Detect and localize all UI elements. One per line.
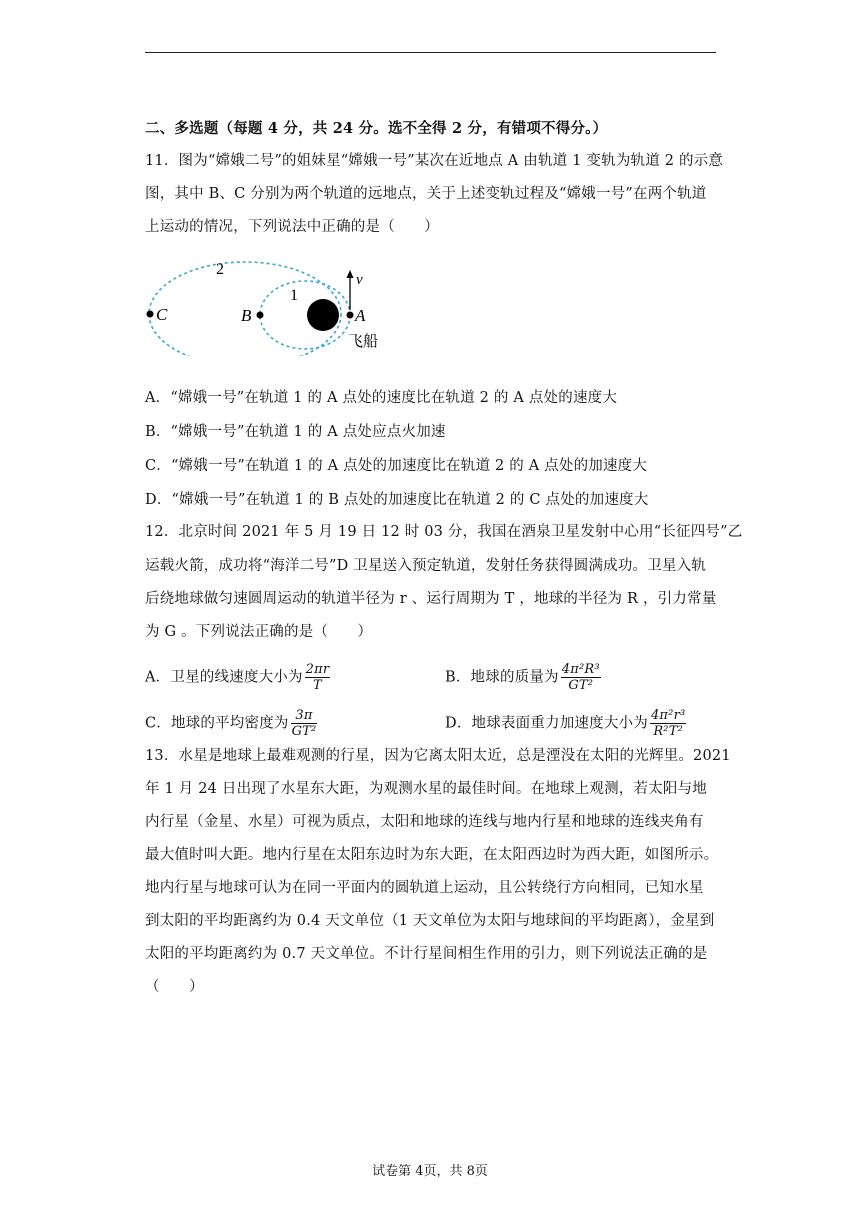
q11-option-d: D．“嫦娥一号”在轨道 1 的 B 点处的加速度比在轨道 2 的 C 点处的加速度大	[145, 492, 649, 508]
velocity-arrowhead	[347, 270, 354, 278]
q13-stem-line-8: （ ）	[145, 979, 204, 995]
q13-stem-line-2: 年 1 月 24 日出现了水星东大距，为观测水星的最佳时间。在地球上观测，若太阳与地	[145, 781, 708, 797]
q11-option-c: C．“嫦娥一号”在轨道 1 的 A 点处的加速度比在轨道 2 的 A 点处的加速度大	[145, 458, 648, 474]
q12-stem-line-1: 12．北京时间 2021 年 5 月 19 日 12 时 03 分，我国在酒泉卫星发射中心用“长征四号”乙	[145, 524, 743, 540]
q12-option-a-fraction	[305, 662, 331, 693]
fraction-numerator: 4π²R³	[561, 662, 600, 677]
q13-stem-line-1: 13．水星是地球上最难观测的行星，因为它离太阳太近，总是湮没在太阳的光辉里。2021	[145, 748, 731, 764]
q12-option-a-text: A．卫星的线速度大小为	[145, 669, 303, 686]
q13-stem-line-3: 内行星（金星、水星）可视为质点，太阳和地球的连线与地内行星和地球的连线夹角有	[145, 814, 704, 830]
fraction-denominator: GT²	[291, 724, 317, 739]
label-v: v	[356, 272, 363, 288]
label-c: C	[156, 305, 168, 324]
header-rule	[145, 52, 716, 53]
q12-option-d-text: D．地球表面重力加速度大小为	[445, 715, 648, 732]
q11-option-b: B．“嫦娥一号”在轨道 1 的 A 点处应点火加速	[145, 424, 446, 440]
q12-stem-line-4: 为 G 。下列说法正确的是（ ）	[145, 624, 373, 640]
q12-option-b	[445, 662, 603, 693]
label-orbit-1: 1	[290, 287, 298, 304]
fraction-numerator: 4π²r³	[650, 708, 686, 723]
point-a	[347, 312, 354, 319]
q11-stem-line-1: 11．图为“嫦娥二号”的姐妹星“嫦娥一号”某次在近地点 A 由轨道 1 变轨为轨道 2 的示意	[145, 153, 724, 169]
label-b: B	[241, 306, 252, 325]
orbit-diagram	[140, 256, 400, 356]
label-a: A	[355, 306, 366, 325]
earth	[307, 299, 339, 331]
q13-stem-line-6: 到太阳的平均距离约为 0.4 天文单位（1 天文单位为太阳与地球间的平均距离），金星到	[145, 913, 715, 929]
page-footer: 试卷第 4页，共 8页	[372, 1164, 488, 1179]
label-ship: 飞船	[348, 332, 379, 350]
q12-stem-line-3: 后绕地球做匀速圆周运动的轨道半径为 r 、运行周期为 T ，地球的半径为 R ，引力常量	[145, 591, 717, 607]
q12-option-d-fraction	[650, 708, 686, 739]
q12-stem-line-2: 运载火箭，成功将“海洋二号”D 卫星送入预定轨道，发射任务获得圆满成功。卫星入轨	[145, 558, 707, 574]
q12-option-c-fraction	[291, 708, 318, 739]
q11-stem-line-3: 上运动的情况，下列说法中正确的是（ ）	[145, 219, 439, 235]
q12-option-c	[145, 708, 319, 739]
q12-option-b-fraction	[561, 662, 601, 693]
fraction-denominator: T	[313, 678, 322, 693]
q12-option-a	[145, 662, 332, 693]
fraction-numerator: 3π	[291, 708, 318, 724]
point-b	[257, 312, 264, 319]
q11-option-a: A．“嫦娥一号”在轨道 1 的 A 点处的速度比在轨道 2 的 A 点处的速度大	[145, 390, 618, 406]
fraction-numerator: 2πr	[305, 662, 330, 677]
q12-option-b-text: B．地球的质量为	[445, 669, 559, 686]
fraction-denominator: R²T²	[653, 724, 683, 739]
q11-stem-line-2: 图，其中 B、C 分别为两个轨道的远地点，关于上述变轨过程及“嫦娥一号”在两个轨道	[145, 186, 707, 202]
fraction-denominator: GT²	[568, 678, 594, 693]
point-c	[147, 311, 154, 318]
label-orbit-2: 2	[216, 261, 224, 278]
q12-option-d	[445, 708, 688, 739]
q13-stem-line-4: 最大值时叫大距。地内行星在太阳东边时为东大距，在太阳西边时为西大距，如图所示。	[145, 847, 719, 863]
q12-option-c-text: C．地球的平均密度为	[145, 715, 289, 732]
section-title: 二、多选题（每题 4 分，共 24 分。选不全得 2 分，有错项不得分。）	[145, 120, 608, 137]
q13-stem-line-5: 地内行星与地球可认为在同一平面内的圆轨道上运动，且公转绕行方向相同，已知水星	[145, 880, 704, 896]
q13-stem-line-7: 太阳的平均距离约为 0.7 天文单位。不计行星间相生作用的引力，则下列说法正确的是	[145, 946, 708, 962]
